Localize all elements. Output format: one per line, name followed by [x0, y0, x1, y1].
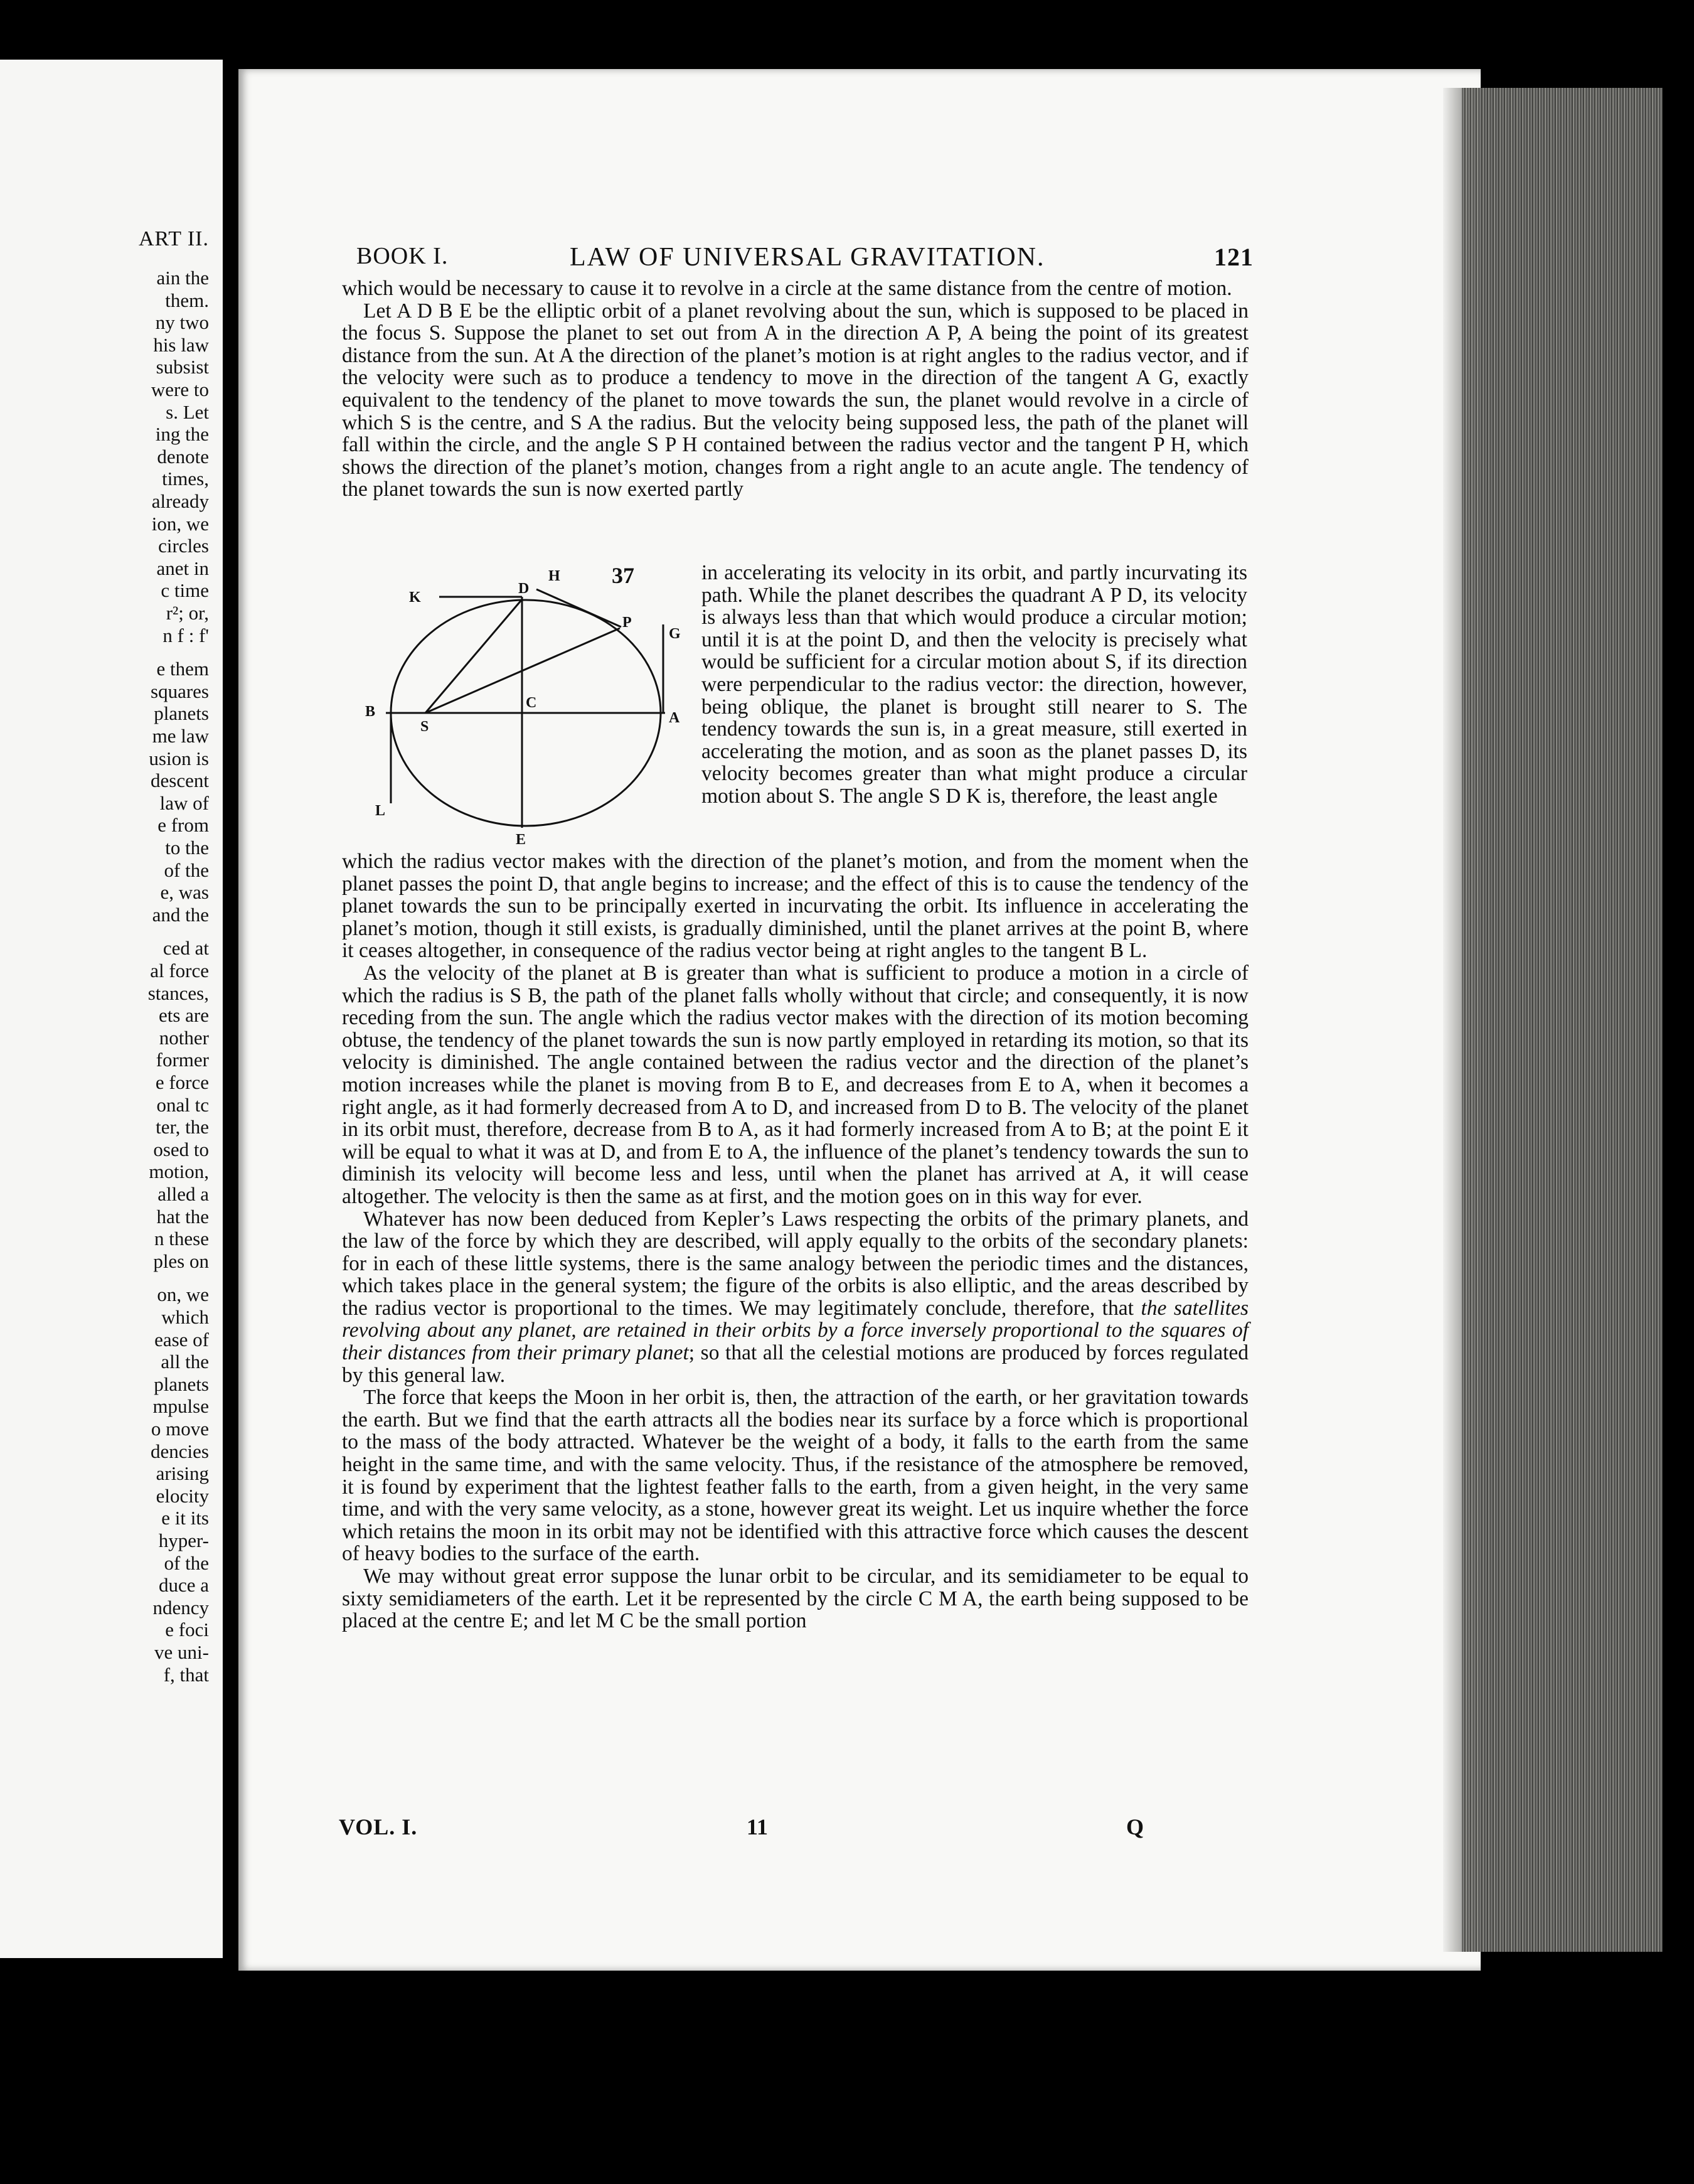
- label-c: C: [526, 695, 537, 711]
- left-page-line-fragment: f, that: [163, 1663, 209, 1686]
- left-page-line-fragment: e, was: [160, 881, 209, 904]
- left-page-line-fragment: former: [156, 1049, 209, 1071]
- left-page-line-fragment: ing the: [155, 423, 209, 446]
- left-page-line-fragment: al force: [150, 960, 209, 982]
- radius-sd: [425, 599, 522, 713]
- left-page-line-fragment: ples on: [153, 1250, 209, 1272]
- left-page-line-fragment: arising: [156, 1462, 209, 1485]
- left-page-line-fragment: circles: [158, 535, 209, 557]
- left-page-line-fragment: r²; or,: [166, 602, 209, 624]
- left-page-line-fragment: all the: [161, 1351, 209, 1373]
- left-page-line-fragment: nother: [159, 1026, 209, 1049]
- left-page-line-fragment: law of: [159, 791, 209, 814]
- left-page-line-fragment: ets are: [158, 1004, 209, 1027]
- left-page-line-fragment: e it its: [161, 1507, 209, 1529]
- text-block-main: [342, 850, 1249, 1632]
- left-page-line-fragment: o move: [151, 1418, 209, 1440]
- paragraph: Let A D B E be the elliptic orbit of a planet revolving about the sun, which is supposed to be placed in the focus S. Suppose the planet to set out from A in the direction A P, A being the point of its greatest distance from the sun. At A the direction of the planet’s motion is at right angles to the radius vector, and if the velocity were such as to produce a tendency to move in the direction of the tangent A G, exactly equivalent to the tendency of the planet to move towards the sun, the planet would revolve in a circle of which S is the centre, and S A the radius. But the velocity being supposed less, the path of the planet will fall within the circle, and the angle S P H contained between the radius vector and the tangent P H, which shows the direction of the planet’s motion, changes from a right angle to an acute angle. The tendency of the planet towards the sun is now exerted partly: [342, 299, 1249, 501]
- left-page-line-fragment: ter, the: [156, 1116, 209, 1138]
- left-page-line-fragment: hyper-: [158, 1529, 209, 1551]
- label-g: G: [669, 626, 681, 642]
- left-page-line-fragment: of the: [164, 859, 209, 881]
- left-page-line-fragment: his law: [153, 333, 209, 356]
- label-k: K: [409, 589, 421, 606]
- left-page-line-fragment: ve uni-: [154, 1641, 209, 1663]
- italic-conclusion: the satellites revolving about any planet, are retained in their orbits by a force inversely proportional to the squares of their distances from their primary planet: [342, 1296, 1249, 1365]
- left-page-line-fragment: and the: [152, 903, 209, 926]
- left-page-line-fragment: planets: [154, 702, 209, 725]
- elliptic-orbit-diagram: [358, 562, 696, 844]
- running-head-book: BOOK I.: [356, 243, 449, 269]
- paragraph: As the velocity of the planet at B is greater than what is sufficient to produce a motion in a circle of which the radius is S B, the path of the planet falls wholly without that circle; and consequently, it is now receding from the sun. The angle which the radius vector makes with the direction of its motion becoming obtuse, the tendency of the planet towards the sun is now partly employed in retarding its motion, so that its velocity is diminished. The angle contained between the radius vector and the direction of the planet’s motion increases while the planet is moving from B to E, and decreases from E to A, when it becomes a right angle, as it had formerly decreased from A to D, and increased from D to B. The velocity of the planet in its orbit must, therefore, decrease from B to A, as it had formerly increased from A to B; at the point E it will be equal to what it was at D, and from E to A, the influence of the planet’s tendency towards the sun to diminish its velocity will become less and less, until when the planet has arrived at A, it will cease altogether. The velocity is then the same as at first, and the motion goes on in this way for ever.: [342, 961, 1249, 1208]
- left-page-line-fragment: anet in: [156, 557, 209, 579]
- paragraph: We may without great error suppose the lunar orbit to be circular, and its semidiameter to be equal to sixty semidiameters of the earth. Let it be represented by the circle C M A, the earth being supposed to be placed at the centre E; and let M C be the small portion: [342, 1565, 1249, 1633]
- left-page-line-fragment: ndency: [152, 1596, 209, 1619]
- left-page-line-fragment: were to: [151, 378, 209, 400]
- label-a: A: [669, 710, 680, 726]
- left-page-line-fragment: already: [151, 490, 209, 512]
- left-page-line-fragment: of the: [164, 1551, 209, 1574]
- figure-number: 37: [612, 563, 634, 588]
- paragraph: The force that keeps the Moon in her orbit is, then, the attraction of the earth, or her gravitation towards the earth. But we find that the earth attracts all the bodies near its surface by a force which is proportional to the mass of the body attracted. Whatever be the weight of a body, it falls to the earth from the same height in the same time, and with the same velocity. Thus, if the resistance of the atmosphere be removed, it is found by experiment that the lightest feather falls to the earth, from a given height, in the very same time, and with the very same velocity, as a stone, however great its weight. Let us inquire whether the force which retains the moon in its orbit may not be identified with this attractive force which causes the descent of heavy bodies to the surface of the earth.: [342, 1386, 1249, 1566]
- left-page-line-fragment: duce a: [158, 1574, 209, 1597]
- left-page-line-fragment: osed to: [153, 1138, 209, 1160]
- left-page-line-fragment: mpulse: [152, 1395, 209, 1418]
- left-page-line-fragment: planets: [154, 1373, 209, 1395]
- footer-signature: 11: [747, 1814, 769, 1839]
- label-b: B: [365, 704, 376, 720]
- left-page-line-fragment: alled a: [157, 1183, 209, 1205]
- left-page-line-fragment: e them: [156, 658, 209, 680]
- left-page-line-fragment: c time: [161, 579, 209, 602]
- left-page-line-fragment: elocity: [156, 1484, 209, 1507]
- paragraph: which the radius vector makes with the direction of the planet’s motion, and from the moment when the planet passes the point D, that angle begins to increase; and the effect of this is to cause the tendency of the planet towards the sun to be principally exerted in incurvating the orbit. Its influence in accelerating the planet’s motion, though it still exists, is gradually diminished, until the planet arrives at the point B, where it ceases altogether, in consequence of the radius vector being at right angles to the tangent B L.: [342, 850, 1249, 963]
- label-d: D: [518, 581, 530, 597]
- left-page-line-fragment: ain the: [156, 267, 209, 289]
- left-page-line-fragment: descent: [151, 769, 209, 792]
- left-page-line-fragment: ease of: [154, 1328, 209, 1351]
- left-page-line-fragment: to the: [165, 837, 209, 859]
- left-page-line-fragment: n these: [154, 1228, 209, 1250]
- left-page-header: ART II.: [139, 227, 209, 250]
- footer-mark: Q: [1126, 1814, 1144, 1839]
- left-page-line-fragment: e force: [155, 1071, 209, 1093]
- left-page-line-fragment: ced at: [162, 937, 209, 960]
- left-page-line-fragment: onal tc: [156, 1093, 209, 1116]
- left-page-line-fragment: ion, we: [151, 512, 209, 535]
- left-page-line-fragment: denote: [157, 445, 209, 468]
- left-page-line-fragment: them.: [165, 289, 209, 311]
- left-page-line-fragment: on, we: [157, 1283, 209, 1306]
- left-page-line-fragment: subsist: [156, 356, 209, 378]
- left-page-line-fragment: s. Let: [166, 400, 209, 423]
- label-p: P: [622, 614, 632, 631]
- left-page-line-fragment: motion,: [149, 1160, 209, 1183]
- label-s: S: [420, 719, 429, 735]
- left-page-line-fragment: stances,: [147, 982, 209, 1004]
- left-page-line-fragment: ny two: [155, 311, 209, 334]
- left-page-line-fragment: e from: [157, 814, 209, 837]
- left-page-line-fragment: e foci: [165, 1619, 209, 1641]
- tangent-ph: [536, 589, 621, 627]
- label-e: E: [516, 832, 526, 844]
- paragraph: Whatever has now been deduced from Kepler’s Laws respecting the orbits of the primary planets, and the law of the force by which they are described, will apply equally to the orbits of the secondary planets: for in each of these little systems, there is the same analogy between the periodic times and the distances, which takes place in the general system; the figure of the orbits is also elliptic, and the areas described by the radius vector is proportional to the times. We may legitimately conclude, therefore, that the satellites revolving about any planet, are retained in their orbits by a force inversely proportional to the squares of their distances from their primary planet; so that all the celestial motions are produced by forces regulated by this general law.: [342, 1207, 1249, 1387]
- text-wrap-beside-figure: in accelerating its velocity in its orbit, and partly incurvating its path. While the planet describes the quadrant A P D, its velocity is always less than that which would produce a circular motion; until it is at the point D, and then the velocity is precisely what would be sufficient for a circular motion about S, if its direction were perpendicular to the radius vector: the direction, however, being oblique, the planet is brought still nearer to S. The tendency towards the sun is, in a great measure, still exerted in accelerating the motion, and as soon as the planet passes D, its velocity becomes greater than what might produce a circular motion about S. The angle S D K is, therefore, the least angle: [701, 561, 1247, 808]
- left-page-line-fragment: hat the: [156, 1205, 209, 1228]
- left-page-line-fragment: usion is: [149, 747, 209, 769]
- left-page-line-fragment: times,: [162, 468, 209, 490]
- left-page-line-fragment: n f : f': [162, 624, 209, 646]
- left-page-line-fragment: dencies: [151, 1440, 209, 1462]
- left-page-line-fragment: me law: [152, 725, 209, 747]
- label-h: H: [548, 568, 560, 584]
- footer-volume: VOL. I.: [339, 1814, 418, 1839]
- page-number: 121: [1214, 243, 1254, 271]
- text-block-top: [342, 277, 1249, 501]
- previous-page-edge: [0, 60, 223, 1958]
- paragraph: which would be necessary to cause it to revolve in a circle at the same distance from the centre of motion.: [342, 277, 1232, 300]
- label-l: L: [375, 803, 386, 819]
- left-page-line-fragment: which: [161, 1306, 209, 1328]
- running-head-title: LAW OF UNIVERSAL GRAVITATION.: [570, 243, 1045, 272]
- book-fore-edge: [1462, 88, 1663, 1952]
- left-page-line-fragment: squares: [151, 680, 209, 702]
